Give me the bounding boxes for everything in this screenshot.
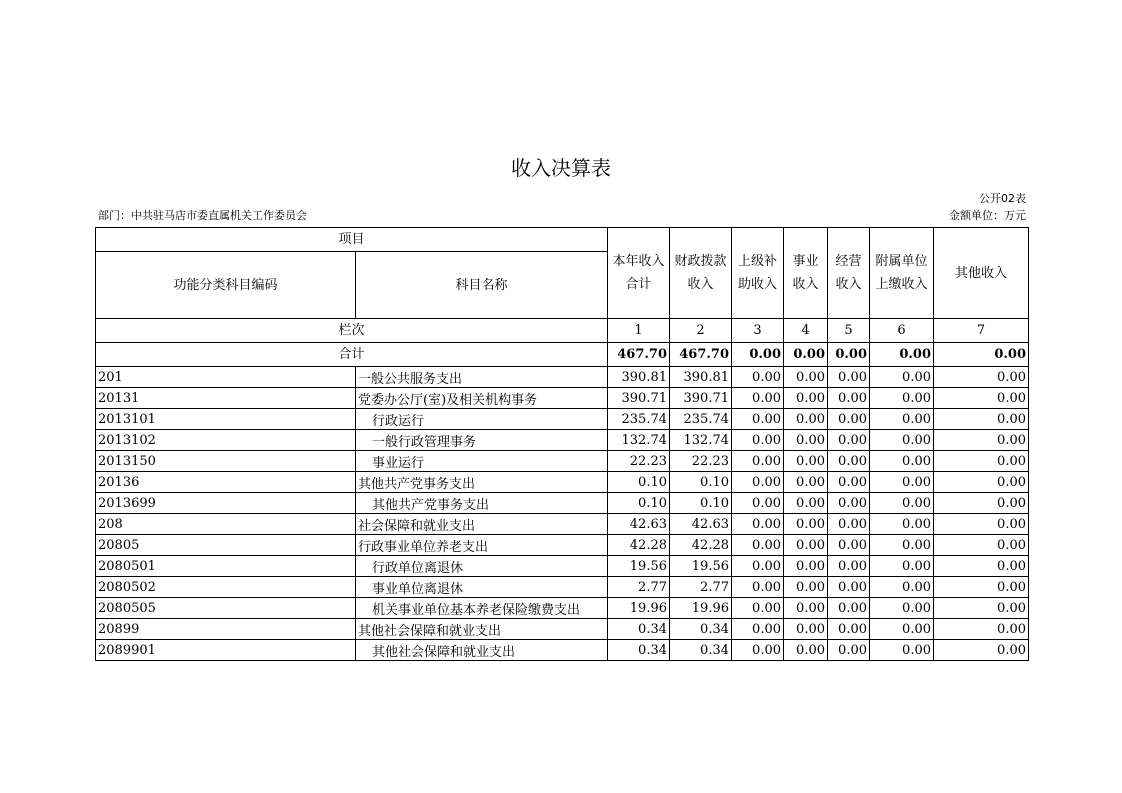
subject-name: 社会保障和就业支出 (356, 514, 608, 535)
col-num: 1 (608, 319, 670, 343)
header-col7: 其他收入 (934, 228, 1029, 319)
cell-value: 0.00 (732, 514, 784, 535)
cell-value: 0.00 (828, 577, 870, 598)
header-col3: 上级补 助收入 (732, 228, 784, 319)
cell-value: 0.00 (784, 388, 828, 409)
header-col4: 事业 收入 (784, 228, 828, 319)
cell-value: 0.00 (784, 598, 828, 619)
cell-value: 0.00 (784, 619, 828, 640)
table-row (96, 451, 1029, 472)
cell-value: 0.00 (732, 472, 784, 493)
subject-name: 其他共产党事务支出 (356, 472, 608, 493)
cell-value: 0.00 (784, 451, 828, 472)
cell-value: 0.00 (870, 451, 934, 472)
cell-value: 0.00 (870, 514, 934, 535)
subject-name: 行政单位离退休 (356, 556, 608, 577)
table-row (96, 388, 1029, 409)
subject-code: 20805 (96, 535, 356, 556)
col-num: 3 (732, 319, 784, 343)
cell-value: 0.00 (870, 640, 934, 661)
cell-value: 0.00 (732, 388, 784, 409)
cell-value: 390.81 (670, 367, 732, 388)
subject-code: 2080501 (96, 556, 356, 577)
cell-value: 0.00 (934, 388, 1029, 409)
subject-code: 20131 (96, 388, 356, 409)
cell-value: 0.00 (828, 493, 870, 514)
cell-value: 0.00 (732, 535, 784, 556)
cell-value: 22.23 (608, 451, 670, 472)
subject-name: 机关事业单位基本养老保险缴费支出 (356, 598, 608, 619)
cell-value: 0.00 (828, 556, 870, 577)
cell-value: 0.00 (870, 388, 934, 409)
cell-value: 0.00 (784, 535, 828, 556)
cell-value: 0.00 (784, 514, 828, 535)
cell-value: 0.10 (608, 472, 670, 493)
cell-value: 0.00 (732, 409, 784, 430)
subject-name: 事业单位离退休 (356, 577, 608, 598)
cell-value: 0.00 (732, 451, 784, 472)
col-num: 7 (934, 319, 1029, 343)
cell-value: 0.00 (784, 493, 828, 514)
cell-value: 0.00 (870, 493, 934, 514)
cell-value: 19.56 (670, 556, 732, 577)
cell-value: 0.00 (870, 430, 934, 451)
col-num: 6 (870, 319, 934, 343)
total-label: 合计 (96, 343, 608, 367)
cell-value: 0.00 (732, 598, 784, 619)
cell-value: 2.77 (670, 577, 732, 598)
table-row (96, 367, 1029, 388)
total-value: 0.00 (784, 343, 828, 367)
subject-code: 2013101 (96, 409, 356, 430)
total-value: 0.00 (870, 343, 934, 367)
subject-name: 一般公共服务支出 (356, 367, 608, 388)
cell-value: 0.00 (828, 451, 870, 472)
cell-value: 19.56 (608, 556, 670, 577)
cell-value: 0.00 (934, 430, 1029, 451)
cell-value: 42.28 (608, 535, 670, 556)
cell-value: 0.10 (670, 472, 732, 493)
cell-value: 0.00 (784, 577, 828, 598)
header-col6: 附属单位 上缴收入 (870, 228, 934, 319)
cell-value: 0.00 (870, 409, 934, 430)
cell-value: 0.00 (784, 367, 828, 388)
header-code: 功能分类科目编码 (96, 252, 356, 319)
total-value: 0.00 (828, 343, 870, 367)
cell-value: 0.00 (870, 472, 934, 493)
cell-value: 0.00 (732, 493, 784, 514)
income-settlement-table (95, 227, 1029, 661)
cell-value: 132.74 (608, 430, 670, 451)
table-row (96, 598, 1029, 619)
subject-code: 2013699 (96, 493, 356, 514)
cell-value: 2.77 (608, 577, 670, 598)
cell-value: 0.00 (934, 493, 1029, 514)
cell-value: 0.00 (870, 367, 934, 388)
cell-value: 0.00 (784, 430, 828, 451)
cell-value: 0.00 (784, 640, 828, 661)
table-row (96, 640, 1029, 661)
cell-value: 132.74 (670, 430, 732, 451)
total-value: 0.00 (732, 343, 784, 367)
col-num: 4 (784, 319, 828, 343)
cell-value: 0.00 (732, 619, 784, 640)
cell-value: 390.71 (608, 388, 670, 409)
subject-name: 其他社会保障和就业支出 (356, 640, 608, 661)
subject-name: 一般行政管理事务 (356, 430, 608, 451)
cell-value: 0.00 (934, 640, 1029, 661)
subject-code: 20136 (96, 472, 356, 493)
subject-code: 2080505 (96, 598, 356, 619)
cell-value: 22.23 (670, 451, 732, 472)
total-value: 467.70 (608, 343, 670, 367)
cell-value: 0.10 (608, 493, 670, 514)
cell-value: 0.00 (784, 472, 828, 493)
subject-name: 事业运行 (356, 451, 608, 472)
cell-value: 0.00 (828, 598, 870, 619)
cell-value: 390.81 (608, 367, 670, 388)
cell-value: 0.34 (670, 640, 732, 661)
cell-value: 0.00 (732, 430, 784, 451)
table-row (96, 514, 1029, 535)
table-row (96, 493, 1029, 514)
table-row (96, 535, 1029, 556)
cell-value: 0.00 (828, 430, 870, 451)
cell-value: 0.00 (934, 367, 1029, 388)
header-project: 项目 (96, 228, 608, 252)
cell-value: 19.96 (608, 598, 670, 619)
total-value: 0.00 (934, 343, 1029, 367)
department-label: 部门：中共驻马店市委直属机关工作委员会 (98, 209, 307, 222)
subject-code: 2080502 (96, 577, 356, 598)
cell-value: 42.63 (608, 514, 670, 535)
cell-value: 0.00 (870, 598, 934, 619)
cell-value: 0.00 (828, 535, 870, 556)
cell-value: 235.74 (670, 409, 732, 430)
cell-value: 0.00 (732, 640, 784, 661)
col-num: 2 (670, 319, 732, 343)
subject-name: 行政运行 (356, 409, 608, 430)
cell-value: 0.00 (870, 556, 934, 577)
table-row (96, 577, 1029, 598)
cell-value: 390.71 (670, 388, 732, 409)
cell-value: 0.00 (828, 409, 870, 430)
cell-value: 0.00 (934, 409, 1029, 430)
cell-value: 0.10 (670, 493, 732, 514)
table-row (96, 409, 1029, 430)
subject-name: 其他共产党事务支出 (356, 493, 608, 514)
subject-name: 其他社会保障和就业支出 (356, 619, 608, 640)
cell-value: 0.00 (732, 577, 784, 598)
subject-code: 201 (96, 367, 356, 388)
cell-value: 0.00 (828, 640, 870, 661)
cell-value: 0.34 (608, 640, 670, 661)
form-number: 公开02表 (979, 192, 1026, 205)
cell-value: 0.34 (608, 619, 670, 640)
subject-code: 208 (96, 514, 356, 535)
header-lanci: 栏次 (96, 319, 608, 343)
cell-value: 0.00 (784, 409, 828, 430)
cell-value: 42.28 (670, 535, 732, 556)
cell-value: 0.00 (934, 556, 1029, 577)
cell-value: 0.00 (934, 577, 1029, 598)
header-col2: 财政拨款 收入 (670, 228, 732, 319)
cell-value: 0.34 (670, 619, 732, 640)
subject-code: 2013102 (96, 430, 356, 451)
page-title: 收入决算表 (511, 156, 611, 180)
cell-value: 0.00 (934, 451, 1029, 472)
table-row (96, 430, 1029, 451)
table-row (96, 472, 1029, 493)
total-value: 467.70 (670, 343, 732, 367)
cell-value: 0.00 (934, 535, 1029, 556)
cell-value: 0.00 (828, 472, 870, 493)
header-name: 科目名称 (356, 252, 608, 319)
cell-value: 0.00 (934, 619, 1029, 640)
table-row (96, 619, 1029, 640)
col-num: 5 (828, 319, 870, 343)
subject-code: 2013150 (96, 451, 356, 472)
cell-value: 0.00 (934, 598, 1029, 619)
cell-value: 0.00 (732, 367, 784, 388)
subject-code: 20899 (96, 619, 356, 640)
cell-value: 0.00 (934, 514, 1029, 535)
subject-code: 2089901 (96, 640, 356, 661)
subject-name: 行政事业单位养老支出 (356, 535, 608, 556)
cell-value: 0.00 (870, 619, 934, 640)
header-col5: 经营 收入 (828, 228, 870, 319)
total-row (96, 343, 1029, 367)
subject-name: 党委办公厅(室)及相关机构事务 (356, 388, 608, 409)
cell-value: 0.00 (870, 577, 934, 598)
cell-value: 235.74 (608, 409, 670, 430)
header-col1: 本年收入 合计 (608, 228, 670, 319)
cell-value: 0.00 (934, 472, 1029, 493)
cell-value: 19.96 (670, 598, 732, 619)
cell-value: 0.00 (828, 388, 870, 409)
cell-value: 0.00 (828, 514, 870, 535)
cell-value: 0.00 (784, 556, 828, 577)
table-row (96, 556, 1029, 577)
cell-value: 0.00 (732, 556, 784, 577)
cell-value: 42.63 (670, 514, 732, 535)
cell-value: 0.00 (828, 367, 870, 388)
amount-unit-label: 金额单位：万元 (949, 209, 1026, 222)
cell-value: 0.00 (828, 619, 870, 640)
cell-value: 0.00 (870, 535, 934, 556)
